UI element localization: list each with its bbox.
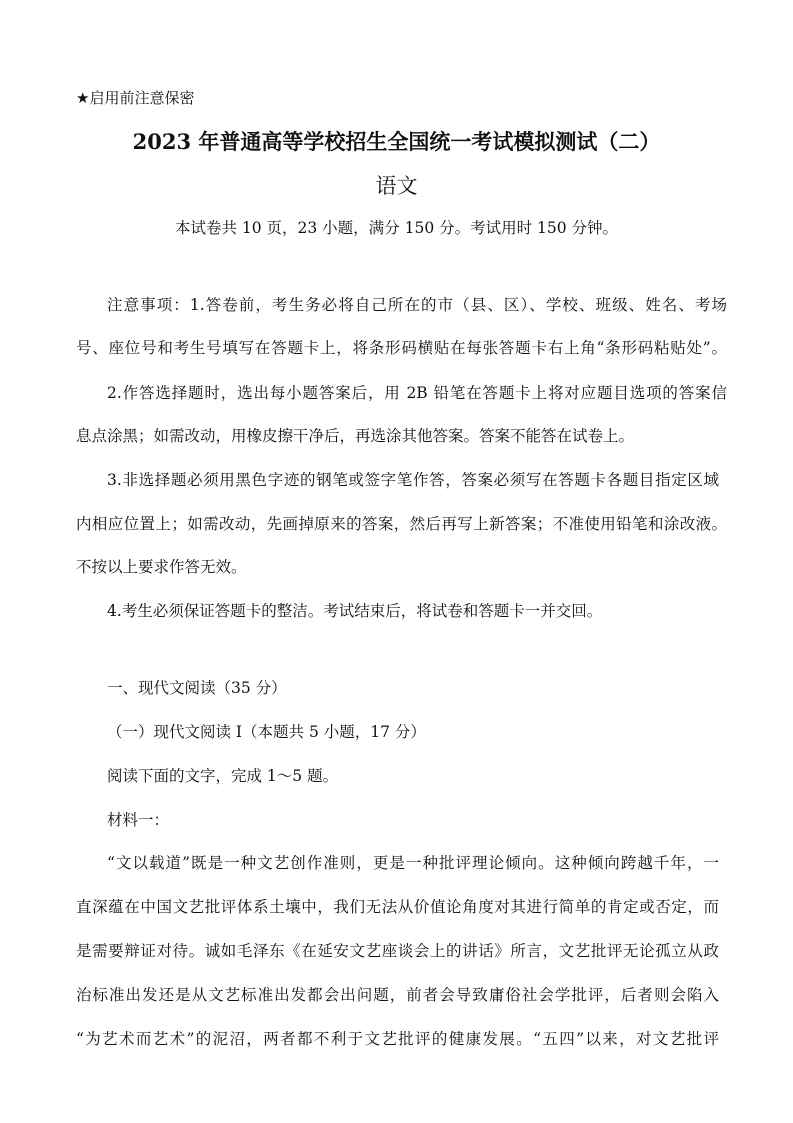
material-label: 材料一： — [107, 811, 170, 829]
subject-title: 语文 — [375, 174, 418, 198]
passage-line-1: “文以载道”既是一种文艺创作准则，更是一种批评理论倾向。这种倾向跨越千年，一 — [107, 854, 719, 872]
reading-instruction: 阅读下面的文字，完成 1～5 题。 — [107, 767, 339, 785]
exam-info: 本试卷共 10 页，23 小题，满分 150 分。考试用时 150 分钟。 — [174, 219, 619, 237]
passage-line-3: 是需要辩证对待。诚如毛泽东《在延安文艺座谈会上的讲话》所言，文艺批评无论孤立从政 — [76, 942, 719, 960]
passage-line-4: 治标准出发还是从文艺标准出发都会出问题，前者会导致庸俗社会学批评，后者则会陷入 — [76, 986, 719, 1004]
notes-line-4: 息点涂黑；如需改动，用橡皮擦干净后，再选涂其他答案。答案不能答在试卷上。 — [76, 427, 635, 445]
section-subheading: （一）现代文阅读 I（本题共 5 小题，17 分） — [107, 723, 426, 741]
section-heading: 一、现代文阅读（35 分） — [107, 679, 287, 697]
confidential-mark: ★启用前注意保密 — [76, 89, 195, 107]
passage-line-5: “为艺术而艺术”的泥沼，两者都不利于文艺批评的健康发展。“五四”以来，对文艺批评 — [76, 1030, 719, 1048]
exam-title: 2023 年普通高等学校招生全国统一考试模拟测试（二） — [132, 129, 661, 154]
notes-line-2: 号、座位号和考生号填写在答题卡上，将条形码横贴在每张答题卡右上角“条形码粘贴处”。 — [76, 339, 727, 357]
notes-line-5: 3.非选择题必须用黑色字迹的钢笔或签字笔作答，答案必须写在答题卡各题目指定区域 — [107, 471, 719, 489]
passage-line-2: 直深蕴在中国文艺批评体系土壤中，我们无法从价值论角度对其进行简单的肯定或否定，而 — [76, 898, 719, 916]
notes-line-8: 4.考生必须保证答题卡的整洁。考试结束后，将试卷和答题卡一并交回。 — [107, 602, 603, 620]
notes-line-1: 注意事项：1.答卷前，考生务必将自己所在的市（县、区）、学校、班级、姓名、考场 — [107, 296, 727, 314]
notes-line-7: 不按以上要求作答无效。 — [76, 558, 247, 576]
notes-line-6: 内相应位置上；如需改动，先画掉原来的答案，然后再写上新答案；不准使用铅笔和涂改液。 — [76, 515, 727, 533]
notes-line-3: 2.作答选择题时，选出每小题答案后，用 2B 铅笔在答题卡上将对应题目选项的答案信 — [107, 384, 727, 402]
